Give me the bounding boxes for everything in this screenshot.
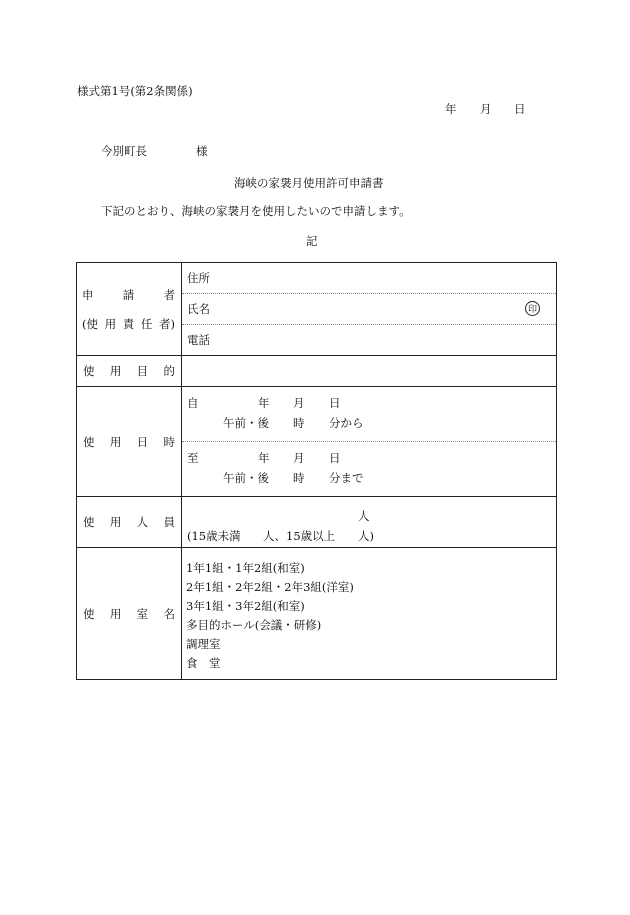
- purpose-row: [77, 356, 557, 387]
- addressee-honorific: 様: [196, 144, 208, 158]
- rooms-label: 使 用 室 名: [77, 548, 182, 680]
- document-title: 海峡の家袰月使用許可申請書: [234, 176, 384, 190]
- applicant-fields: [182, 263, 557, 356]
- date-day: 日: [514, 102, 526, 116]
- dates-row: [77, 387, 557, 497]
- phone-field[interactable]: 電話: [187, 333, 210, 347]
- room-item: 3年1組・3年2組(和室): [186, 599, 305, 613]
- room-item: 調理室: [186, 637, 221, 651]
- date-month: 月: [480, 102, 492, 116]
- form-number: 様式第1号(第2条関係): [77, 84, 193, 98]
- date-year: 年: [445, 102, 457, 116]
- purpose-field[interactable]: [182, 356, 557, 387]
- intro-text: 下記のとおり、海峡の家袰月を使用したいので申請します。: [101, 204, 411, 218]
- dates-label: 使 用 日 時: [77, 387, 182, 497]
- room-item: 食 堂: [186, 656, 221, 670]
- seal-icon: 印: [525, 301, 540, 316]
- applicant-row: [77, 263, 557, 356]
- addressee-name: 今別町長: [101, 144, 147, 158]
- people-label: 使 用 人 員: [77, 497, 182, 548]
- date-from-field[interactable]: 自 年 月 日 午前・後 時 分から: [182, 391, 556, 442]
- address-field[interactable]: 住所: [182, 263, 556, 294]
- rooms-field[interactable]: [182, 548, 557, 680]
- name-field[interactable]: 氏名 印: [182, 294, 556, 325]
- date-to-field[interactable]: 至 年 月 日 午前・後 時 分まで: [187, 451, 364, 485]
- room-item: 2年1組・2年2組・2年3組(洋室): [186, 580, 354, 594]
- room-item: 多目的ホール(会議・研修): [186, 618, 322, 632]
- room-item: 1年1組・1年2組(和室): [186, 561, 305, 575]
- application-table: [76, 262, 557, 680]
- purpose-label: 使 用 目 的: [77, 356, 182, 387]
- people-field[interactable]: 人 (15歳未満 人、15歳以上 人): [182, 497, 557, 548]
- rooms-row: [77, 548, 557, 680]
- dates-fields: [182, 387, 557, 497]
- people-unit: 人: [358, 508, 370, 523]
- applicant-label: [77, 263, 182, 356]
- ki-heading: 記: [306, 234, 318, 248]
- people-row: [77, 497, 557, 548]
- applicant-label-main: 申 請 者: [82, 287, 175, 302]
- applicant-label-sub: (使 用 責 任 者): [82, 316, 175, 331]
